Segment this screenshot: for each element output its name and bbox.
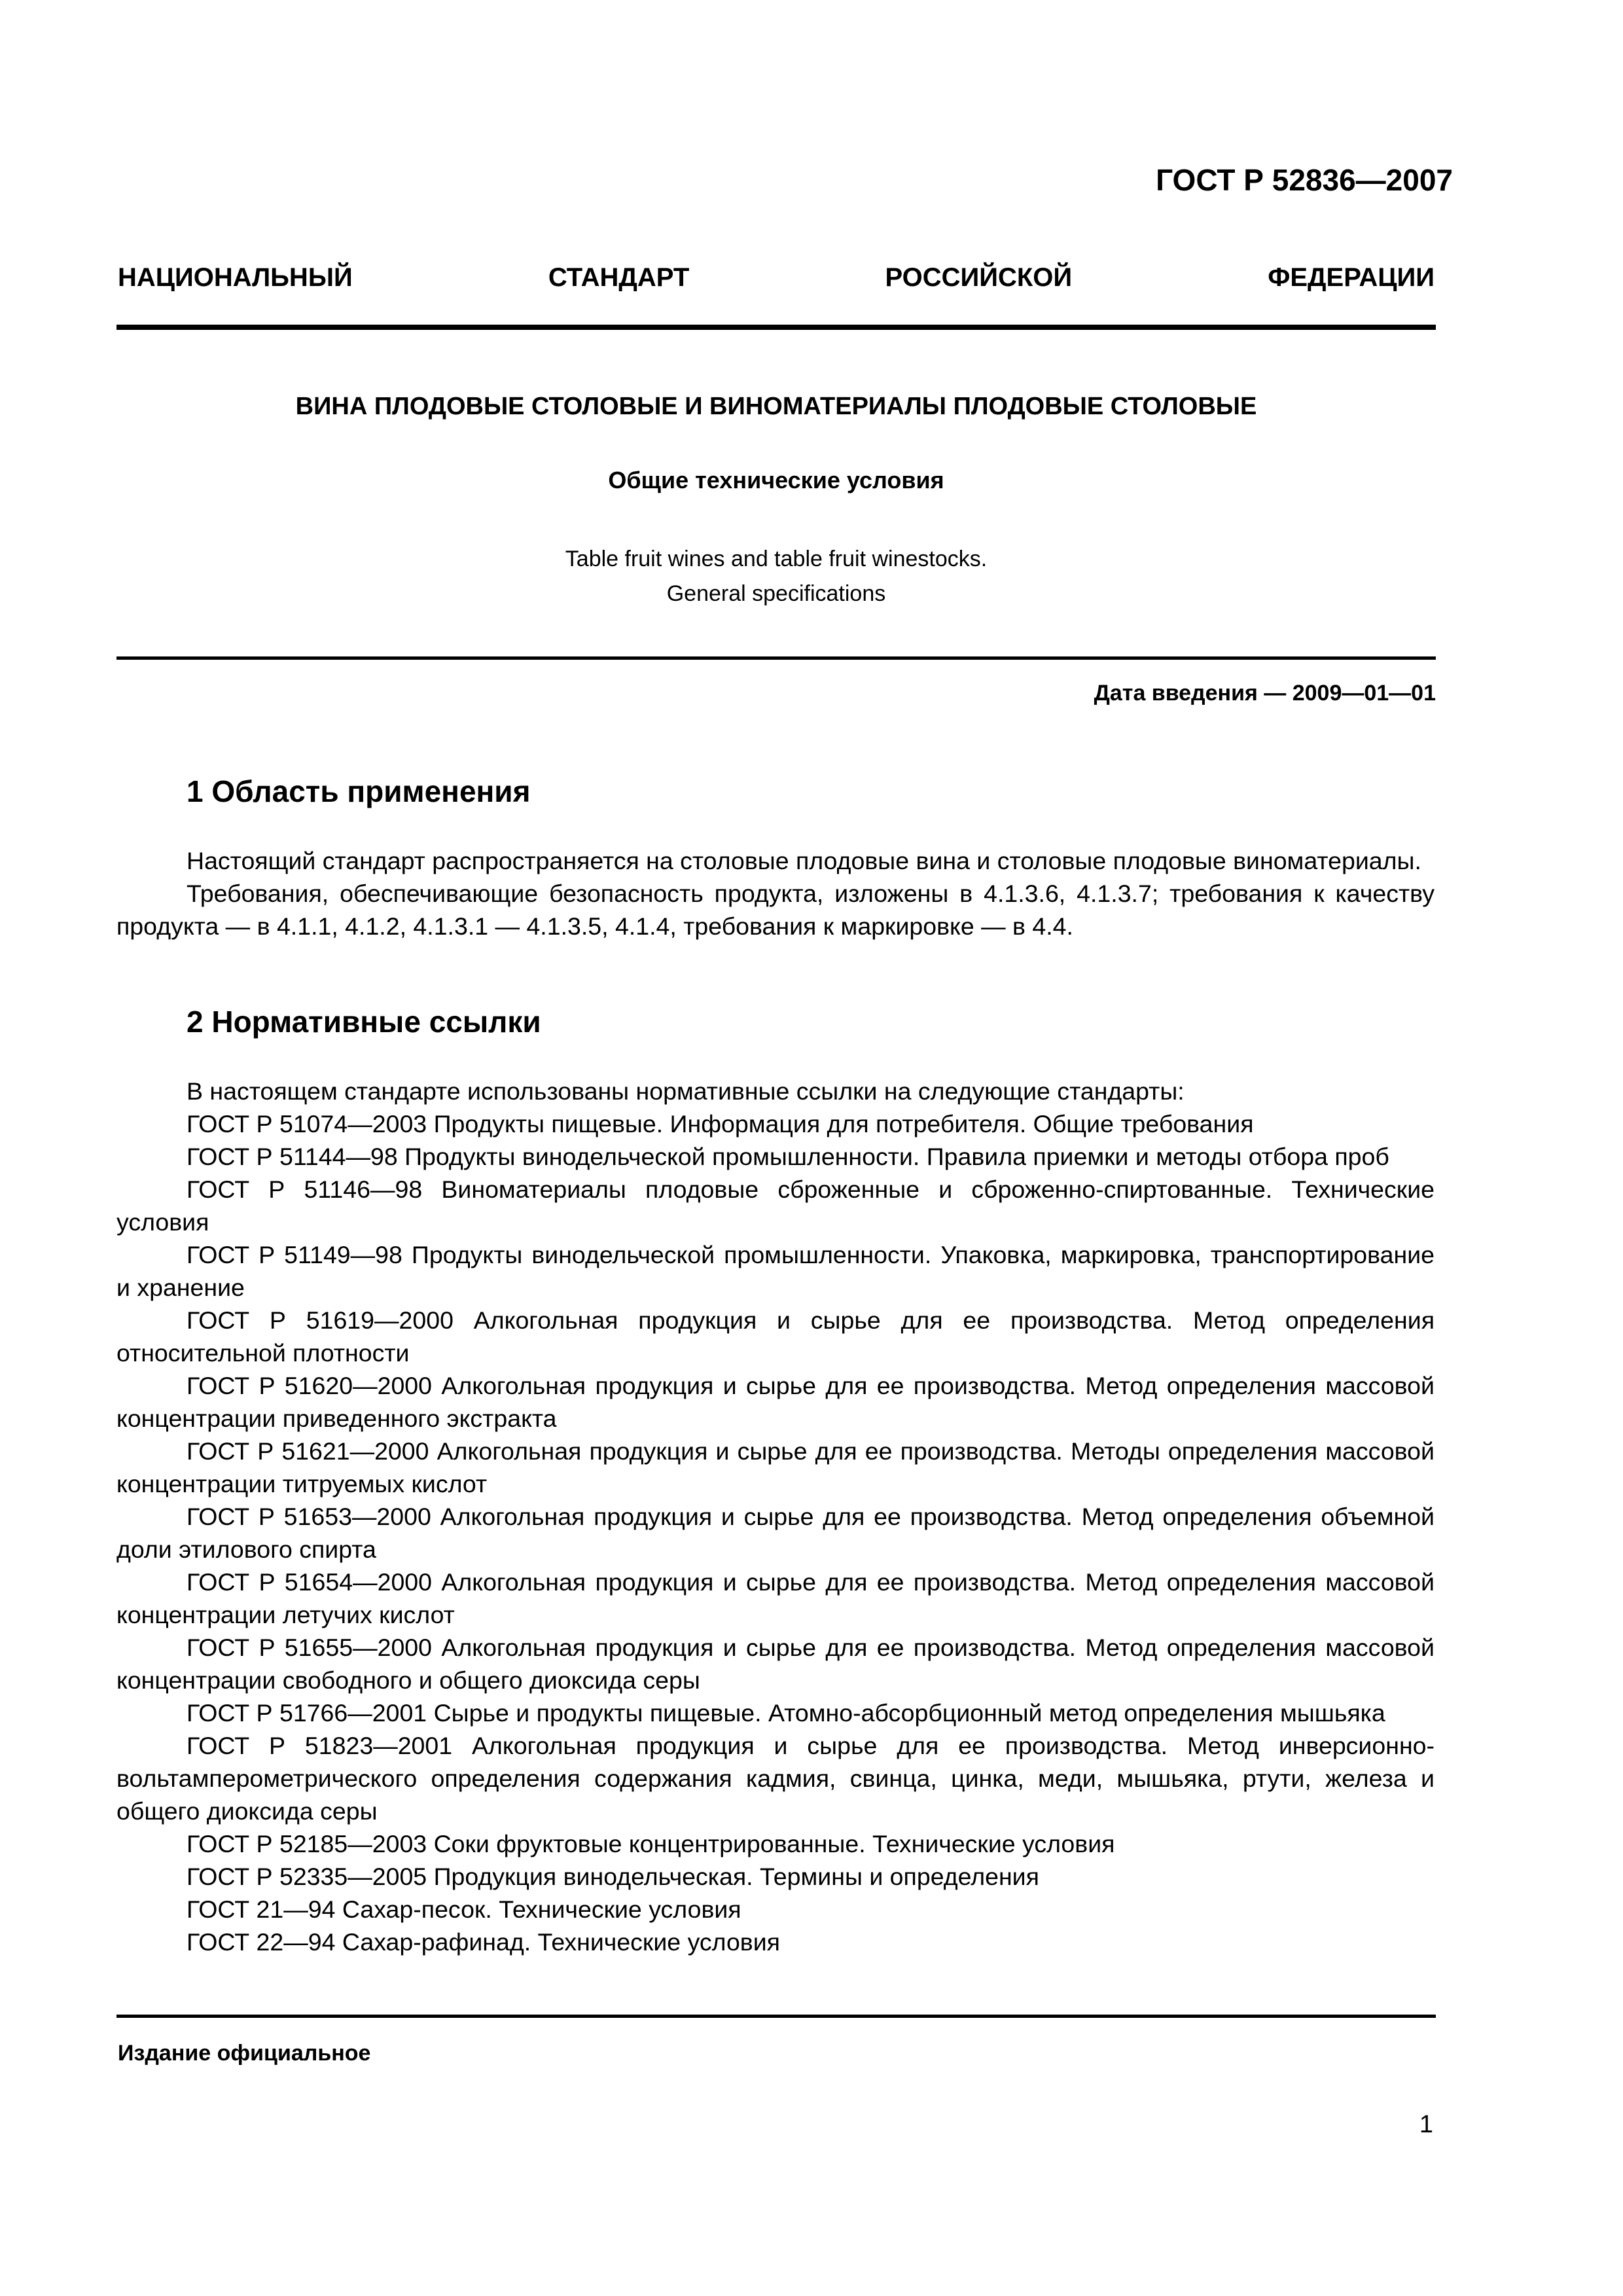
reference-item: ГОСТ Р 51655—2000 Алкогольная продукция и сырье для ее производства. Метод определения массовой концентрации свободного и общего диоксида серы — [116, 1634, 1435, 1694]
reference-item: ГОСТ Р 51074—2003 Продукты пищевые. Информация для потребителя. Общие требования — [187, 1110, 1254, 1138]
references-intro: В настоящем стандарте использованы нормативные ссылки на следующие стандарты: — [187, 1077, 1185, 1105]
document-subtitle: Общие технические условия — [608, 467, 944, 493]
reference-item: ГОСТ 22—94 Сахар-рафинад. Технические условия — [187, 1928, 780, 1956]
section-2-heading: 2 Нормативные ссылки — [187, 1005, 541, 1039]
reference-item: ГОСТ Р 51620—2000 Алкогольная продукция и сырье для ее производства. Метод определения массовой концентрации приведенного экстракта — [116, 1372, 1435, 1432]
reference-item: ГОСТ Р 51823—2001 Алкогольная продукция и сырье для ее производства. Метод инверсионно-вольтамперометрического определения содержания кадмия, свинца, цинка, меди, мышьяка, ртути, железа и общего диоксида серы — [116, 1732, 1435, 1825]
footer-divider — [116, 2015, 1436, 2018]
reference-item: ГОСТ Р 51654—2000 Алкогольная продукция и сырье для ее производства. Метод определения массовой концентрации летучих кислот — [116, 1568, 1435, 1628]
document-title: ВИНА ПЛОДОВЫЕ СТОЛОВЫЕ И ВИНОМАТЕРИАЛЫ ПЛОДОВЫЕ СТОЛОВЫЕ — [295, 393, 1257, 420]
page-number: 1 — [1419, 2111, 1433, 2138]
english-title-line-1: Table fruit wines and table fruit winestocks. — [565, 547, 988, 571]
title-divider — [116, 656, 1436, 660]
english-title — [0, 542, 1552, 611]
reference-item: ГОСТ Р 51146—98 Виноматериалы плодовые сброженные и сброженно-спиртованные. Технические условия — [116, 1175, 1435, 1236]
section-1-body — [116, 844, 1435, 942]
paragraph: Требования, обеспечивающие безопасность продукта, изложены в 4.1.3.6, 4.1.3.7; требования к качеству продукта — в 4.1.1, 4.1.2, 4.1.3.1 — 4.1.3.5, 4.1.4, требования к маркировке — в 4.4. — [116, 880, 1435, 940]
reference-item: ГОСТ Р 51766—2001 Сырье и продукты пищевые. Атомно-абсорбционный метод определения мышьяка — [187, 1699, 1385, 1727]
reference-item: ГОСТ Р 52185—2003 Соки фруктовые концентрированные. Технические условия — [187, 1830, 1115, 1857]
reference-item: ГОСТ Р 52335—2005 Продукция винодельческая. Термины и определения — [187, 1863, 1039, 1890]
reference-item: ГОСТ Р 51149—98 Продукты винодельческой промышленности. Упаковка, маркировка, транспортирование и хранение — [116, 1241, 1435, 1301]
reference-item: ГОСТ Р 51144—98 Продукты винодельческой промышленности. Правила приемки и методы отбора проб — [187, 1143, 1389, 1170]
english-title-line-2: General specifications — [666, 581, 886, 606]
header-divider — [116, 325, 1436, 330]
reference-item: ГОСТ Р 51621—2000 Алкогольная продукция и сырье для ее производства. Методы определения массовой концентрации титруемых кислот — [116, 1437, 1435, 1498]
document-number: ГОСТ Р 52836—2007 — [1156, 163, 1453, 197]
section-2-body — [116, 1075, 1435, 1958]
national-standard-title: НАЦИОНАЛЬНЫЙ СТАНДАРТ РОССИЙСКОЙ ФЕДЕРАЦИИ — [118, 263, 1435, 292]
reference-item: ГОСТ 21—94 Сахар-песок. Технические условия — [187, 1895, 741, 1923]
paragraph: Настоящий стандарт распространяется на столовые плодовые вина и столовые плодовые виноматериалы. — [187, 847, 1421, 874]
official-edition-label: Издание официальное — [118, 2041, 371, 2066]
introduction-date: Дата введения — 2009—01—01 — [1094, 681, 1436, 706]
reference-item: ГОСТ Р 51653—2000 Алкогольная продукция и сырье для ее производства. Метод определения объемной доли этилового спирта — [116, 1503, 1435, 1563]
reference-item: ГОСТ Р 51619—2000 Алкогольная продукция и сырье для ее производства. Метод определения относительной плотности — [116, 1306, 1435, 1367]
section-1-heading: 1 Область применения — [187, 774, 531, 808]
